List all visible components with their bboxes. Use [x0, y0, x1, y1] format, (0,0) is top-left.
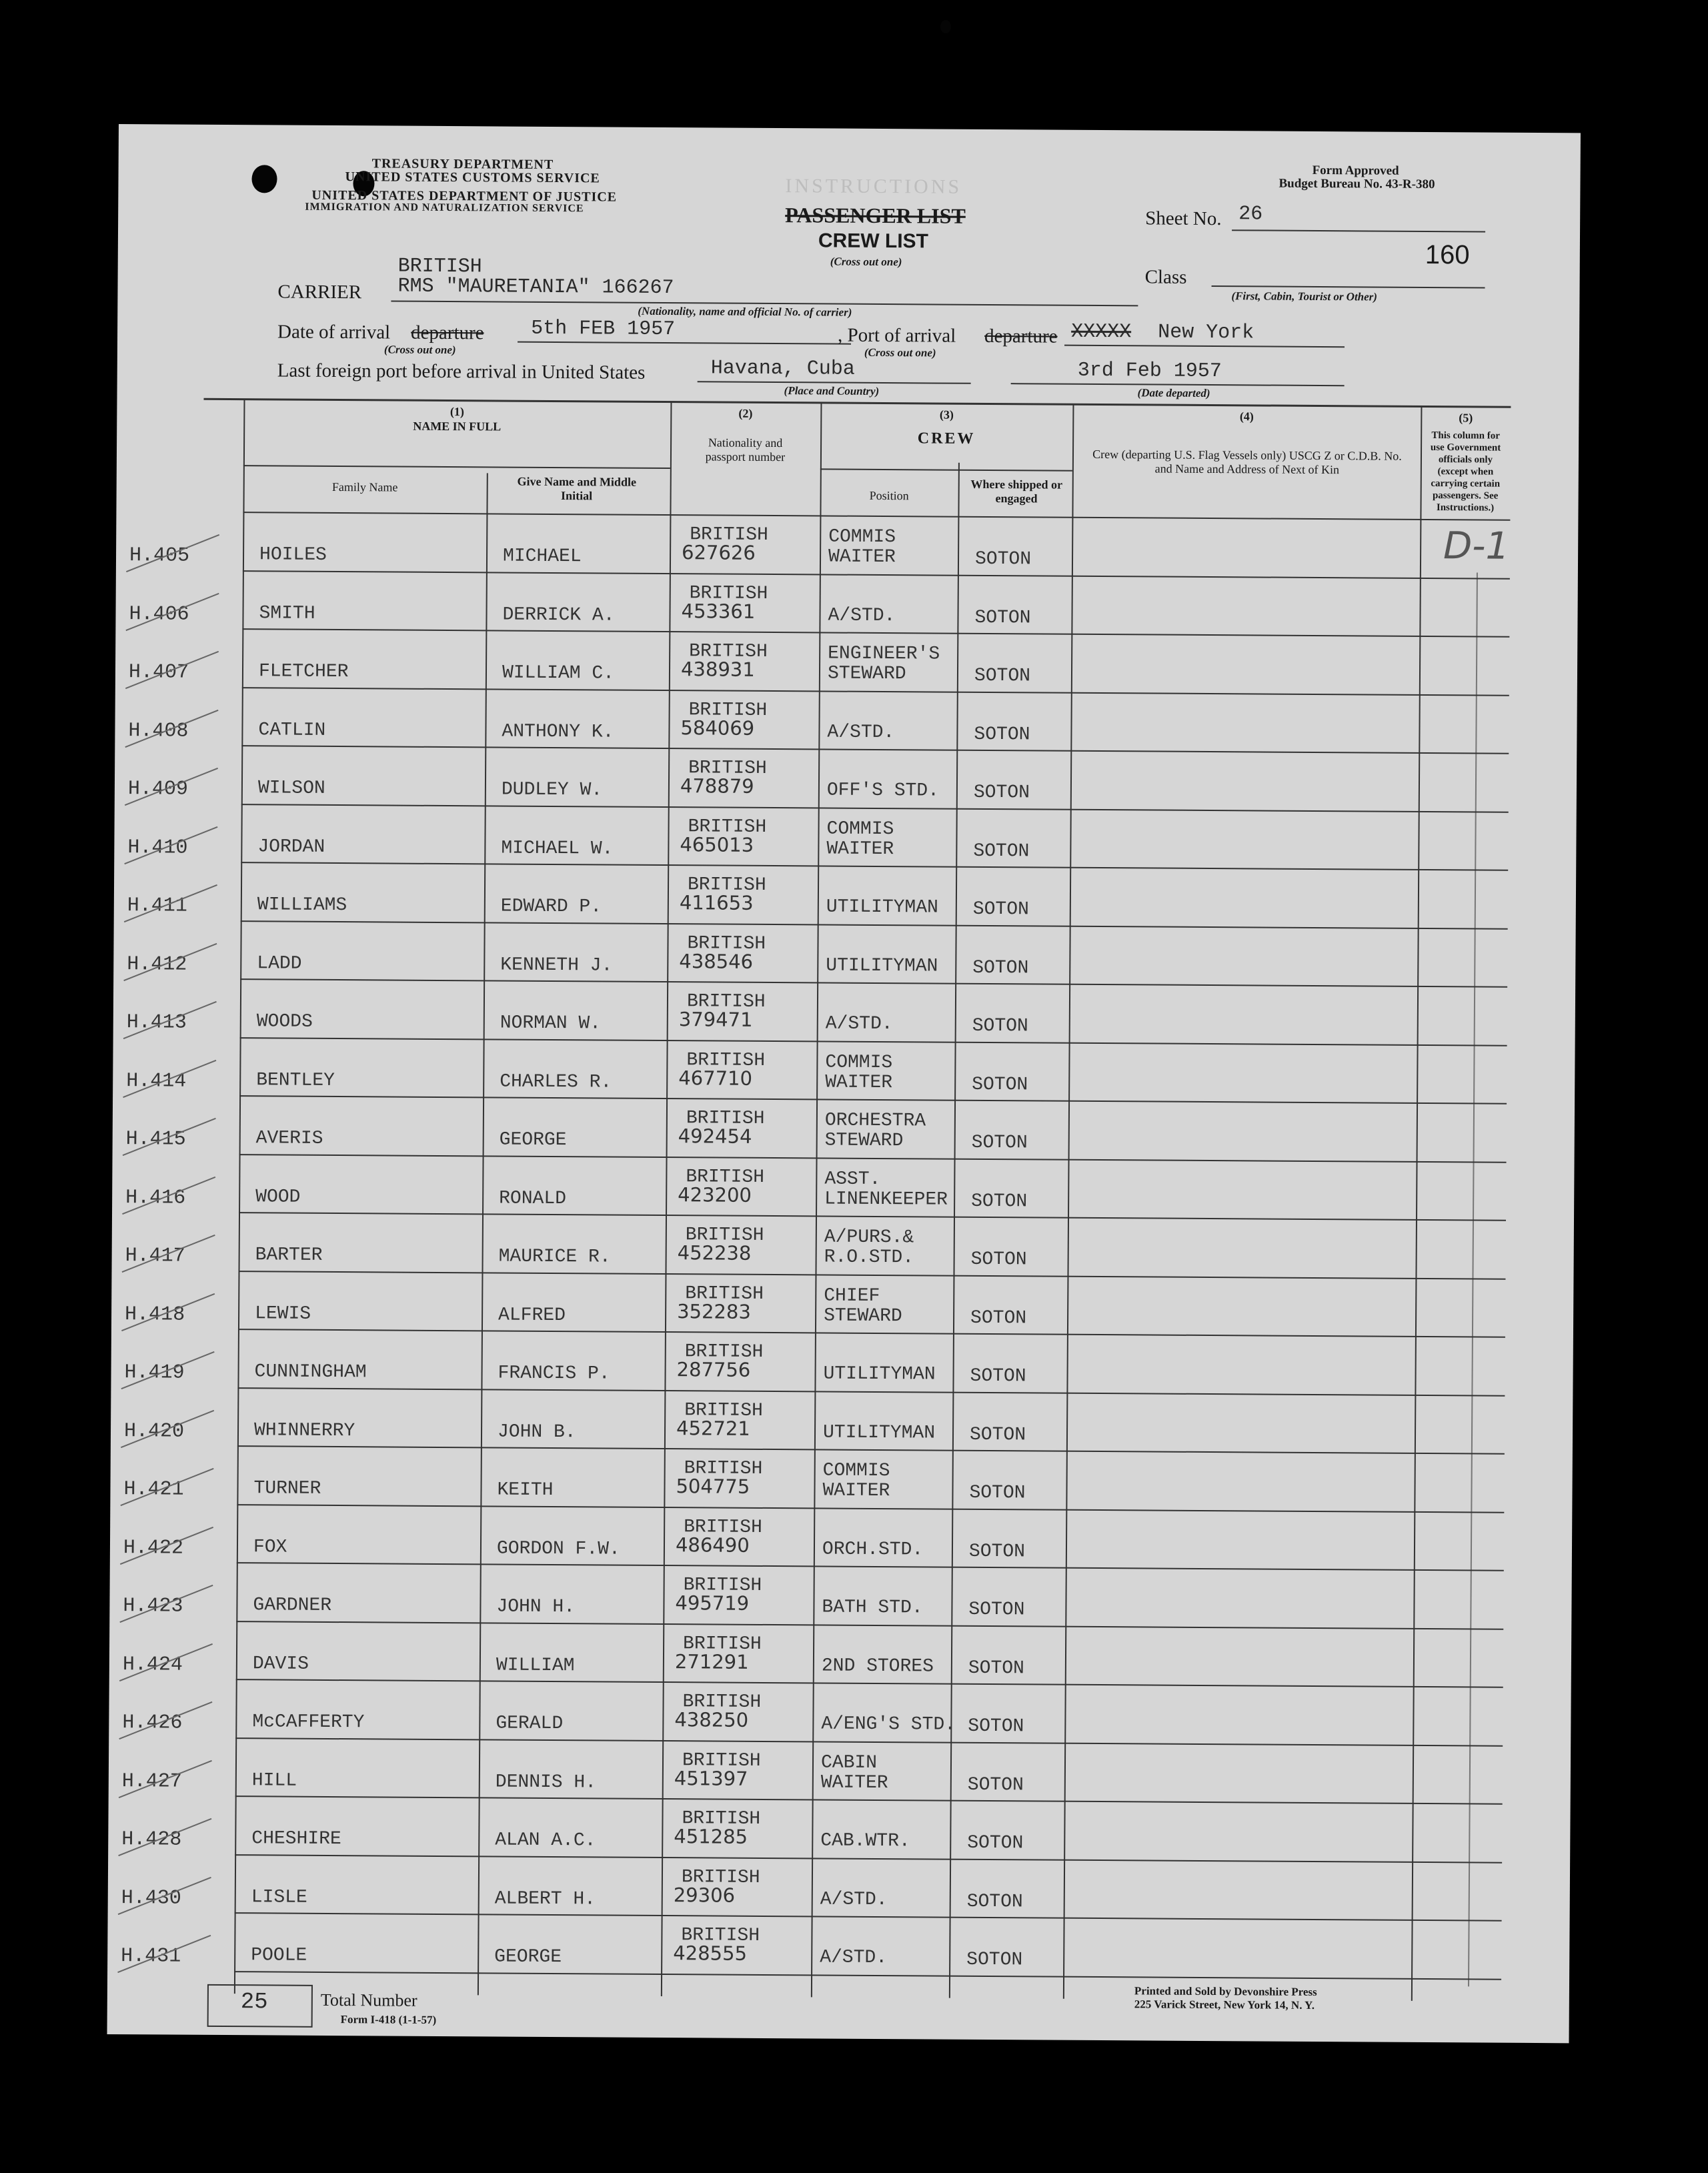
col5-mark: D-1 [1443, 524, 1510, 568]
position-line-1: COMMIS [828, 526, 896, 548]
position-line-2: STEWARD [824, 1130, 904, 1152]
given-name: WILLIAM C. [502, 662, 615, 684]
table-row-rule [236, 1621, 1503, 1630]
port-value: New York [1158, 321, 1254, 345]
row-number: H.411 [127, 894, 187, 918]
given-name: ALFRED [498, 1305, 566, 1326]
passport-number: 352283 [677, 1299, 751, 1323]
title-struck: PASSENGER LIST [785, 203, 966, 228]
given-name: GEORGE [499, 1129, 567, 1151]
nationality: BRITISH [689, 641, 768, 662]
family-name: WOOD [255, 1186, 301, 1208]
nationality: BRITISH [684, 1341, 764, 1363]
col2-num: (2) [738, 406, 753, 420]
position-line-2: A/STD. [820, 1947, 888, 1969]
passport-number: 584069 [680, 716, 755, 740]
nationality: BRITISH [682, 1691, 762, 1713]
family-name: CATLIN [258, 719, 326, 741]
position-line-2: UTILITYMAN [823, 1363, 936, 1385]
nationality: BRITISH [686, 1108, 765, 1129]
row-number: H.417 [125, 1245, 185, 1268]
family-name: WOODS [256, 1011, 313, 1032]
instructions-faint: INSTRUCTIONS [785, 175, 962, 198]
row-number: H.423 [123, 1595, 183, 1618]
nationality: BRITISH [681, 1866, 760, 1888]
passport-number: 451285 [674, 1825, 748, 1848]
class-label: Class [1144, 266, 1187, 288]
class-hint: (First, Cabin, Tourist or Other) [1231, 289, 1378, 303]
given-name: GORDON F.W. [496, 1538, 620, 1560]
family-name: DAVIS [252, 1653, 309, 1675]
table-row-rule [241, 862, 1508, 871]
family-name: HOILES [259, 544, 327, 566]
where-shipped: SOTON [974, 548, 1032, 570]
row-number: H.418 [124, 1303, 185, 1327]
col-given-name: Give Name and Middle Initial [517, 474, 637, 503]
table-row-rule [239, 1212, 1506, 1221]
table-row-rule [242, 687, 1509, 696]
family-name: LEWIS [255, 1303, 311, 1325]
col5-title: This column for use Government officials only (except when carrying certain passengers. See Instructions.) [1430, 430, 1501, 514]
carrier-hint: (Nationality, name and official No. of carrier) [638, 304, 852, 319]
where-shipped: SOTON [970, 1307, 1027, 1329]
position-line-2: A/STD. [828, 605, 896, 626]
passport-number: 423200 [678, 1183, 752, 1207]
ink-blot [940, 20, 951, 33]
given-name: JOHN B. [497, 1421, 576, 1443]
row-number: H.408 [128, 719, 189, 743]
family-name: CHESHIRE [251, 1828, 341, 1850]
date-value: 5th FEB 1957 [531, 317, 676, 341]
port-hint: (Cross out one) [864, 345, 936, 359]
given-name: GERALD [496, 1713, 564, 1735]
cross-out-hint: (Cross out one) [830, 255, 902, 269]
passport-number: 486490 [675, 1533, 750, 1557]
passport-number: 438546 [679, 949, 754, 973]
position-line-2: ORCH.STD. [822, 1538, 924, 1560]
passport-number: 29306 [673, 1883, 736, 1907]
where-shipped: SOTON [973, 782, 1030, 804]
table-row-rule [237, 1445, 1505, 1455]
position-line-1: ENGINEER'S [828, 643, 940, 665]
where-shipped: SOTON [974, 607, 1031, 628]
position-line-1: COMMIS [825, 1051, 893, 1073]
given-name: DENNIS H. [495, 1771, 597, 1793]
passport-number: 465013 [680, 832, 754, 856]
passport-number: 492454 [678, 1125, 752, 1148]
passport-number: 467710 [678, 1066, 753, 1090]
where-shipped: SOTON [970, 1365, 1026, 1387]
passport-number: 495719 [675, 1591, 750, 1615]
departed-date-hint: (Date departed) [1137, 386, 1210, 400]
form-title: CREW LIST [818, 229, 929, 253]
where-shipped: SOTON [968, 1657, 1024, 1679]
row-number: H.430 [121, 1886, 181, 1910]
nationality: BRITISH [690, 524, 768, 546]
col4-title: Crew (departing U.S. Flag Vessels only) USCG Z or C.D.B. No. and Name and Address of Next of Kin [1092, 447, 1402, 477]
position-line-1: COMMIS [822, 1460, 890, 1482]
passport-number: 627626 [681, 541, 756, 564]
family-name: CUNNINGHAM [254, 1361, 367, 1383]
given-name: MICHAEL [502, 546, 582, 568]
position-line-2: A/STD. [820, 1888, 888, 1910]
given-name: FRANCIS P. [498, 1363, 610, 1385]
row-number: H.428 [121, 1828, 182, 1852]
given-name: NORMAN W. [500, 1012, 602, 1034]
position-line-2: R.O.STD. [824, 1247, 914, 1269]
position-line-1: A/PURS.& [824, 1227, 914, 1249]
row-number: H.413 [126, 1011, 187, 1034]
nationality: BRITISH [686, 1049, 766, 1071]
position-line-1: CABIN [820, 1751, 878, 1773]
nationality: BRITISH [685, 1225, 764, 1246]
nationality: BRITISH [685, 1283, 764, 1305]
table-row-rule [242, 628, 1509, 638]
position-line-1: CHIEF [824, 1285, 880, 1307]
given-name: KEITH [497, 1479, 554, 1501]
position-line-2: LINENKEEPER [824, 1188, 948, 1211]
table-row-rule [238, 1329, 1505, 1338]
port-arrival-label: , Port of arrival [837, 324, 956, 347]
where-shipped: SOTON [969, 1424, 1026, 1445]
where-shipped: SOTON [972, 898, 1029, 920]
position-line-2: WAITER [820, 1771, 888, 1793]
nationality: BRITISH [688, 758, 767, 779]
table-row-rule [235, 1854, 1502, 1864]
nationality: BRITISH [683, 1633, 762, 1655]
given-name: GEORGE [494, 1946, 562, 1968]
row-number: H.419 [124, 1361, 185, 1385]
passport-number: 452238 [677, 1241, 752, 1265]
departed-date-value: 3rd Feb 1957 [1077, 359, 1222, 384]
position-line-2: 2ND STORES [821, 1655, 934, 1677]
nationality: BRITISH [687, 932, 766, 954]
punch-hole [251, 165, 277, 193]
table-row-rule [241, 745, 1509, 754]
col3-title: CREW [917, 430, 976, 448]
table-row-rule [235, 1912, 1502, 1922]
given-name: EDWARD P. [500, 896, 602, 918]
printer-line-2: 225 Varick Street, New York 14, N. Y. [1134, 1998, 1315, 2012]
last-port-value: Havana, Cuba [710, 357, 855, 381]
position-line-2: OFF'S STD. [826, 780, 940, 802]
table-row-rule [237, 1562, 1504, 1571]
given-name: KENNETH J. [500, 954, 613, 976]
position-line-2: UTILITYMAN [826, 896, 938, 918]
nationality: BRITISH [682, 1749, 761, 1771]
col1-num: (1) [450, 405, 464, 419]
nationality: BRITISH [684, 1458, 763, 1479]
position-line-2: UTILITYMAN [826, 955, 938, 977]
where-shipped: SOTON [974, 665, 1031, 687]
where-shipped: SOTON [966, 1891, 1023, 1912]
row-number: H.410 [127, 836, 188, 860]
dept-line: TREASURY DEPARTMENT [371, 156, 554, 172]
family-name: HILL [251, 1769, 297, 1791]
dept-line: UNITED STATES DEPARTMENT OF JUSTICE [311, 187, 618, 205]
where-shipped: SOTON [968, 1541, 1026, 1562]
col1-title: NAME IN FULL [413, 419, 502, 434]
col-position: Position [869, 488, 909, 503]
row-number: H.421 [123, 1478, 184, 1501]
carrier-name: RMS "MAURETANIA" 166267 [397, 275, 674, 300]
position-line-1: ORCHESTRA [824, 1110, 926, 1132]
where-shipped: SOTON [968, 1715, 1024, 1737]
position-line-2: CAB.WTR. [820, 1830, 910, 1852]
carrier-nationality: BRITISH [397, 255, 482, 279]
port-departure-struck: departure [984, 325, 1058, 347]
position-line-2: A/ENG'S STD. [821, 1713, 956, 1735]
given-name: RONALD [499, 1188, 567, 1209]
family-name: JORDAN [257, 836, 325, 858]
row-number: H.420 [123, 1419, 185, 1443]
total-number-label: Total Number [320, 1990, 417, 2010]
carrier-label: CARRIER [277, 281, 362, 303]
where-shipped: SOTON [972, 957, 1029, 978]
passport-number: 438250 [674, 1708, 749, 1731]
where-shipped: SOTON [972, 1074, 1028, 1095]
col2-title: Nationality and passport number [705, 436, 786, 464]
where-shipped: SOTON [971, 1191, 1028, 1212]
table-row-rule [237, 1504, 1504, 1513]
last-port-label: Last foreign port before arrival in United States [277, 359, 646, 384]
given-name: ALAN A.C. [495, 1830, 596, 1852]
position-line-2: WAITER [826, 838, 894, 860]
col3-num: (3) [939, 408, 954, 422]
position-line-1: COMMIS [826, 818, 894, 840]
col-where-shipped: Where shipped or engaged [970, 477, 1063, 506]
position-line-2: STEWARD [824, 1305, 902, 1327]
col5-num: (5) [1459, 411, 1473, 425]
nationality: BRITISH [687, 874, 766, 896]
row-number: H.409 [127, 778, 189, 801]
table-row-rule [239, 1154, 1507, 1163]
sheet-value: 26 [1238, 203, 1263, 226]
nationality: BRITISH [684, 1399, 763, 1421]
given-name: ALBERT H. [494, 1888, 596, 1910]
table-row-rule [236, 1679, 1503, 1688]
table-row-rule [241, 920, 1508, 930]
where-shipped: SOTON [971, 1132, 1028, 1154]
row-number: H.424 [122, 1653, 183, 1677]
passport-number: 379471 [678, 1008, 753, 1031]
passport-number: 438931 [680, 658, 755, 681]
stamp-number: 160 [1425, 239, 1470, 270]
nationality: BRITISH [683, 1575, 762, 1596]
family-name: POOLE [251, 1945, 307, 1966]
passport-number: 287756 [676, 1358, 751, 1381]
table-row-rule [240, 1037, 1507, 1046]
family-name: WILLIAMS [257, 894, 347, 916]
row-number: H.407 [128, 661, 189, 684]
family-name: GARDNER [253, 1595, 332, 1616]
where-shipped: SOTON [972, 1015, 1028, 1037]
position-line-2: A/STD. [825, 1013, 893, 1035]
total-number-value: 25 [240, 1990, 268, 2016]
date-hint: (Cross out one) [383, 343, 456, 357]
row-number: H.412 [127, 952, 187, 976]
passport-number: 451397 [674, 1766, 748, 1790]
position-line-2: UTILITYMAN [822, 1421, 936, 1444]
given-name: MICHAEL W. [501, 838, 614, 860]
nationality: BRITISH [686, 1166, 765, 1188]
table-row-rule [235, 1795, 1503, 1805]
where-shipped: SOTON [968, 1599, 1025, 1621]
nationality: BRITISH [688, 699, 768, 721]
table-row-rule [237, 1387, 1505, 1397]
table-row-rule [238, 1271, 1505, 1280]
family-name: LADD [257, 952, 302, 974]
passport-number: 453361 [681, 599, 756, 623]
nationality: BRITISH [684, 1516, 762, 1538]
where-shipped: SOTON [974, 724, 1030, 745]
position-line-1: ASST. [824, 1168, 881, 1190]
port-xxx: XXXXX [1071, 320, 1132, 344]
given-name: MAURICE R. [498, 1246, 611, 1268]
row-number: H.431 [121, 1945, 181, 1968]
budget-bureau: Budget Bureau No. 43-R-380 [1278, 176, 1435, 192]
table-row-rule [241, 804, 1509, 813]
row-number: H.426 [122, 1711, 183, 1735]
passport-number: 271291 [674, 1649, 749, 1673]
last-port-hint: (Place and Country) [784, 384, 880, 398]
nationality: BRITISH [682, 1808, 761, 1830]
family-name: WILSON [257, 778, 325, 799]
col4-num: (4) [1239, 410, 1254, 424]
position-line-2: A/STD. [827, 722, 895, 743]
printer-line-1: Printed and Sold by Devonshire Press [1134, 1984, 1317, 1999]
family-name: SMITH [259, 602, 315, 624]
dept-line: IMMIGRATION AND NATURALIZATION SERVICE [305, 201, 584, 215]
family-name: BARTER [255, 1245, 323, 1266]
form-approved: Form Approved [1312, 163, 1399, 178]
position-line-2: WAITER [822, 1480, 890, 1502]
passport-number: 428555 [673, 1942, 748, 1965]
nationality: BRITISH [686, 991, 766, 1012]
where-shipped: SOTON [967, 1774, 1024, 1795]
where-shipped: SOTON [970, 1249, 1027, 1271]
row-number: H.414 [126, 1069, 187, 1093]
pencil-line [1468, 572, 1478, 1986]
passport-number: 411653 [679, 891, 754, 914]
nationality: BRITISH [689, 582, 768, 604]
where-shipped: SOTON [973, 840, 1030, 862]
nationality: BRITISH [681, 1925, 760, 1946]
dept-line: UNITED STATES CUSTOMS SERVICE [345, 169, 600, 186]
table-row-rule [239, 1095, 1507, 1105]
given-name: CHARLES R. [500, 1071, 612, 1093]
crew-list-form [107, 124, 1581, 2043]
given-name: JOHN H. [496, 1596, 576, 1618]
passport-number: 452721 [676, 1416, 750, 1440]
row-number: H.406 [129, 602, 189, 626]
date-departure-struck: departure [411, 321, 484, 344]
given-name: DUDLEY W. [501, 779, 603, 801]
position-line-2: WAITER [825, 1071, 893, 1093]
row-number: H.422 [123, 1536, 184, 1560]
nationality: BRITISH [688, 816, 767, 838]
sheet-label: Sheet No. [1145, 207, 1222, 230]
table-row-rule [240, 978, 1507, 988]
where-shipped: SOTON [967, 1832, 1024, 1854]
family-name: TURNER [253, 1478, 321, 1499]
family-name: AVERIS [255, 1128, 323, 1149]
row-number: H.405 [129, 544, 190, 568]
given-name: DERRICK A. [502, 604, 615, 626]
position-line-2: STEWARD [827, 663, 906, 685]
position-line-2: BATH STD. [822, 1597, 923, 1619]
row-number: H.415 [125, 1128, 186, 1151]
row-number: H.416 [125, 1186, 186, 1210]
family-name: BENTLEY [256, 1069, 335, 1091]
passport-number: 504775 [676, 1475, 750, 1498]
table-row-rule [243, 570, 1510, 580]
given-name: ANTHONY K. [502, 721, 614, 743]
row-number: H.427 [121, 1769, 182, 1793]
date-arrival-label: Date of arrival [277, 321, 391, 343]
where-shipped: SOTON [969, 1482, 1026, 1504]
family-name: McCAFFERTY [252, 1711, 365, 1733]
form-number: Form I-418 (1-1-57) [340, 2013, 437, 2026]
family-name: WHINNERRY [253, 1419, 355, 1441]
family-name: LISLE [251, 1886, 307, 1908]
passport-number: 478879 [680, 774, 754, 798]
where-shipped: SOTON [966, 1949, 1023, 1971]
table-row-rule [235, 1737, 1503, 1747]
family-name: FOX [253, 1536, 287, 1558]
family-name: FLETCHER [258, 661, 349, 683]
table-row-rule [234, 1971, 1501, 1980]
position-line-2: WAITER [828, 546, 896, 568]
given-name: WILLIAM [496, 1655, 575, 1676]
col-family-name: Family Name [331, 480, 398, 494]
